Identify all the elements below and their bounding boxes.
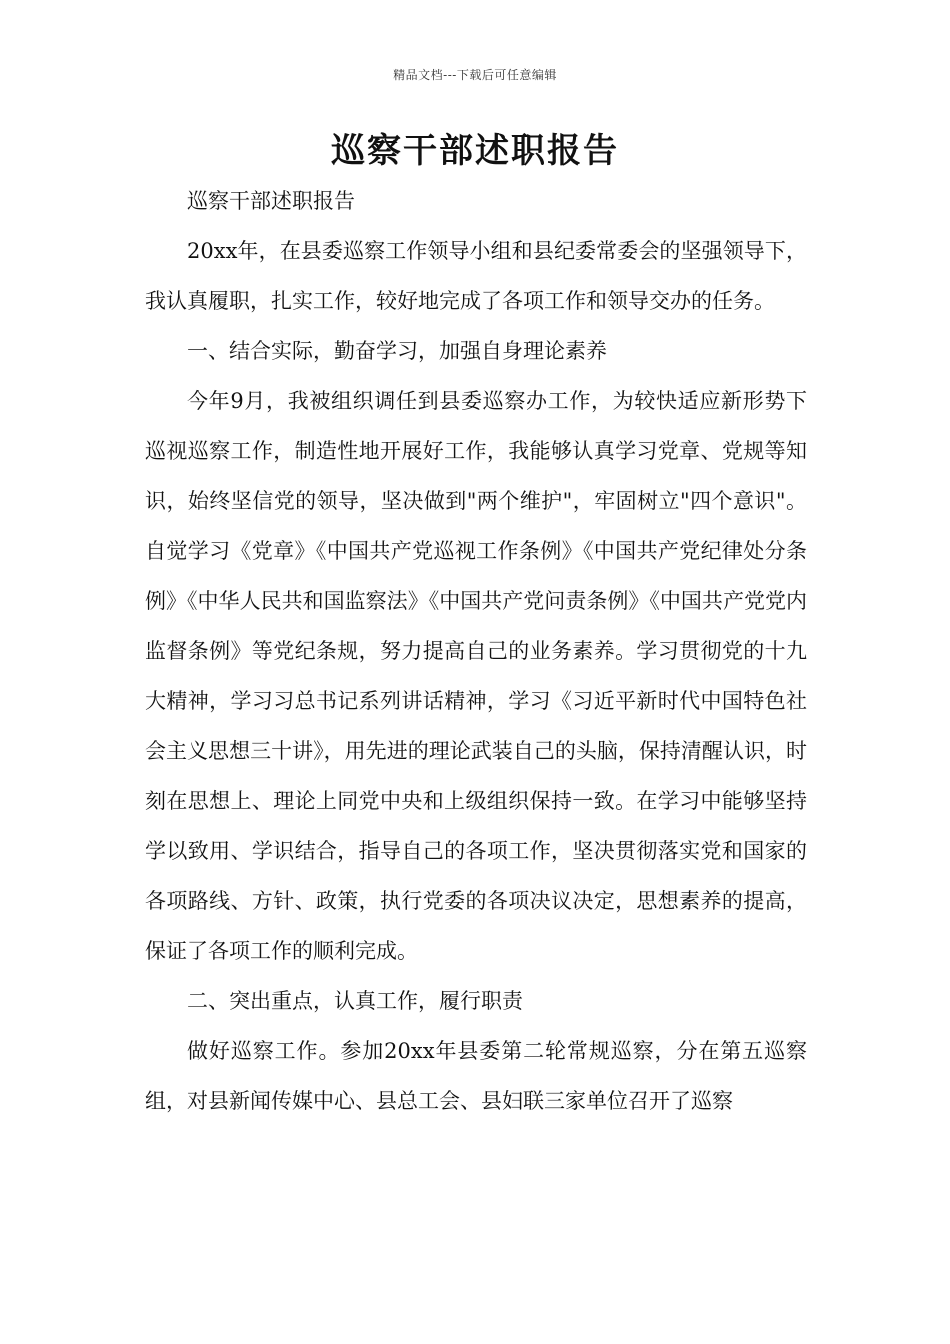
section-2-paragraph: 做好巡察工作。参加20xx年县委第二轮常规巡察，分在第五巡察组，对县新闻传媒中心、县总工会、县妇联三家单位召开了巡察 xyxy=(145,1039,807,1113)
section-heading-2: 二、突出重点，认真工作，履行职责 xyxy=(187,989,523,1013)
section-heading-1: 一、结合实际，勤奋学习，加强自身理论素养 xyxy=(187,339,607,363)
document-body xyxy=(145,176,807,1126)
header-note: 精品文档---下载后可任意编辑 xyxy=(393,68,557,82)
section-1-paragraph: 今年9月，我被组织调任到县委巡察办工作，为较快适应新形势下巡视巡察工作，制造性地开展好工作，我能够认真学习党章、党规等知识，始终坚信党的领导，坚决做到"两个维护"，牢固树立"四个意识"。自觉学习《党章》《中国共产党巡视工作条例》《中国共产党纪律处分条例》《中华人民共和国监察法》《中国共产党问责条例》《中国共产党党内监督条例》等党纪条规，努力提高自己的业务素养。学习贯彻党的十九大精神，学习习总书记系列讲话精神，学习《习近平新时代中国特色社会主义思想三十讲》，用先进的理论武装自己的头脑，保持清醒认识，时刻在思想上、理论上同党中央和上级组织保持一致。在学习中能够坚持学以致用、学识结合，指导自己的各项工作，坚决贯彻落实党和国家的各项路线、方针、政策，执行党委的各项决议决定，思想素养的提高，保证了各项工作的顺利完成。 xyxy=(145,389,807,963)
subtitle-paragraph: 巡察干部述职报告 xyxy=(187,189,355,213)
document-title: 巡察干部述职报告 xyxy=(331,131,619,171)
intro-paragraph: 20xx年，在县委巡察工作领导小组和县纪委常委会的坚强领导下，我认真履职，扎实工作，较好地完成了各项工作和领导交办的任务。 xyxy=(145,239,807,313)
